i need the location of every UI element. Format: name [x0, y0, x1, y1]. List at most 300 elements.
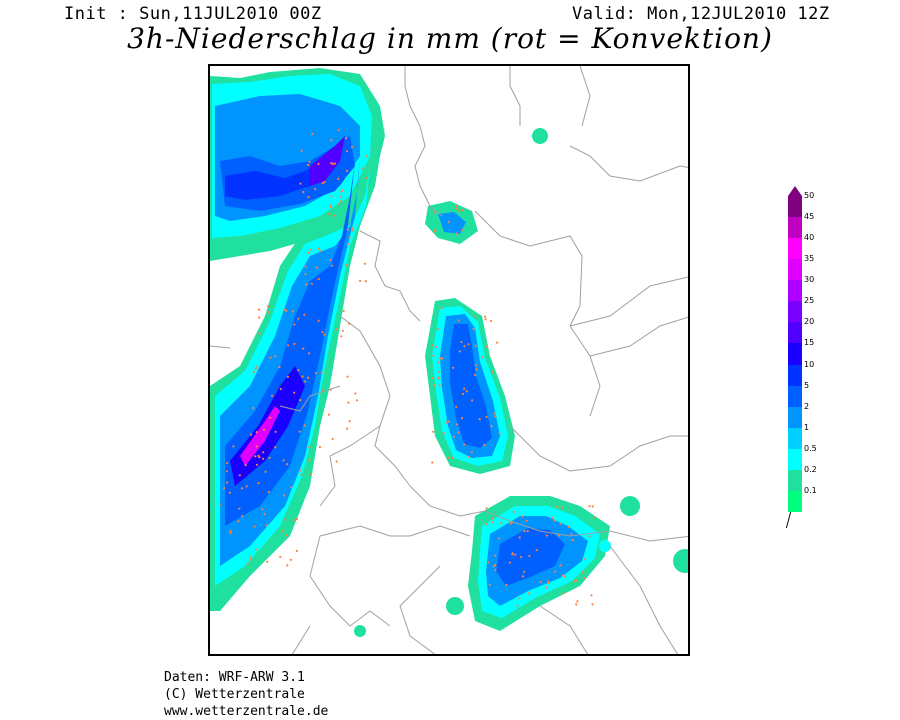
- convection-dot: [346, 428, 348, 430]
- convection-dot: [365, 280, 367, 282]
- convection-dot: [323, 334, 325, 336]
- map-title: 3h-Niederschlag in mm (rot = Konvektion): [127, 22, 773, 55]
- convection-dot: [562, 592, 564, 594]
- convection-dot: [588, 535, 590, 537]
- precip-cell: [446, 597, 464, 615]
- legend-level-label: 0.5: [804, 443, 817, 453]
- convection-dot: [229, 530, 231, 532]
- convection-dot: [438, 371, 440, 373]
- convection-dot: [348, 237, 350, 239]
- convection-dot: [482, 356, 484, 358]
- precip-cell: [620, 496, 640, 516]
- convection-dot: [255, 549, 257, 551]
- convection-dot: [440, 307, 442, 309]
- convection-dot: [453, 436, 455, 438]
- legend-level-label: 50: [804, 191, 815, 200]
- convection-dot: [296, 518, 298, 520]
- convection-dot: [263, 513, 265, 515]
- convection-dot: [356, 399, 358, 401]
- convection-dot: [297, 369, 299, 371]
- convection-dot: [261, 508, 263, 510]
- convection-dot: [463, 345, 465, 347]
- convection-dot: [463, 388, 465, 390]
- convection-dot: [285, 310, 287, 312]
- legend-level-label: 40: [804, 233, 815, 243]
- precipitation-map: [208, 64, 690, 656]
- convection-dot: [509, 562, 511, 564]
- convection-dot: [526, 520, 528, 522]
- convection-dot: [328, 213, 330, 215]
- convection-dot: [352, 229, 354, 231]
- border-line: [510, 66, 520, 126]
- convection-dot: [343, 310, 345, 312]
- border-line: [510, 426, 690, 471]
- convection-dot: [300, 473, 302, 475]
- convection-dot: [511, 553, 513, 555]
- convection-dot: [268, 311, 270, 313]
- convection-dot: [456, 205, 458, 207]
- convection-dot: [266, 561, 268, 563]
- convection-dot: [304, 380, 306, 382]
- convection-dot: [576, 600, 578, 602]
- convection-dot: [275, 431, 277, 433]
- convection-dot: [330, 139, 332, 141]
- legend-swatch: [788, 365, 802, 386]
- legend-level-label: 35: [804, 254, 815, 264]
- convection-dot: [435, 346, 437, 348]
- convection-dot: [559, 564, 561, 566]
- convection-dot: [334, 163, 336, 165]
- convection-dot: [258, 309, 260, 311]
- convection-dot: [263, 429, 265, 431]
- convection-dot: [301, 150, 303, 152]
- convection-dot: [551, 517, 553, 519]
- legend-swatch: [788, 217, 802, 238]
- convection-dot: [561, 506, 563, 508]
- convection-dot: [523, 571, 525, 573]
- legend-arrow-tip: [788, 186, 802, 196]
- convection-dot: [307, 377, 309, 379]
- border-line: [580, 66, 590, 126]
- convection-dot: [226, 462, 228, 464]
- convection-dot: [505, 584, 507, 586]
- border-line: [340, 316, 410, 486]
- border-line: [210, 346, 230, 348]
- convection-dot: [346, 170, 348, 172]
- convection-dot: [471, 451, 473, 453]
- convection-dot: [560, 523, 562, 525]
- convection-dot: [496, 342, 498, 344]
- convection-dot: [226, 482, 228, 484]
- convection-dot: [258, 482, 260, 484]
- legend-level-label: 1: [804, 422, 810, 432]
- convection-dot: [588, 505, 590, 507]
- convection-dot: [241, 515, 243, 517]
- convection-dot: [332, 438, 334, 440]
- convection-dot: [433, 211, 435, 213]
- convection-dot: [593, 516, 595, 518]
- convection-dot: [527, 530, 529, 532]
- legend-tail: [786, 512, 793, 528]
- convection-dot: [308, 161, 310, 163]
- legend-swatch: [788, 343, 802, 364]
- convection-dot: [492, 521, 494, 523]
- convection-dot: [305, 283, 307, 285]
- convection-dot: [452, 457, 454, 459]
- border-line: [400, 566, 440, 656]
- convection-dot: [483, 444, 485, 446]
- convection-dot: [461, 417, 463, 419]
- convection-dot: [324, 181, 326, 183]
- convection-dot: [345, 264, 347, 266]
- border-line: [540, 606, 590, 656]
- legend-swatch: [788, 428, 802, 449]
- legend-swatch: [788, 491, 802, 512]
- convection-dot: [302, 375, 304, 377]
- convection-dot: [308, 459, 310, 461]
- convection-dot: [258, 333, 260, 335]
- convection-dot: [285, 534, 287, 536]
- convection-dot: [293, 519, 295, 521]
- convection-dot: [254, 525, 256, 527]
- convection-dot: [468, 456, 470, 458]
- convection-dot: [458, 319, 460, 321]
- convection-dot: [303, 314, 305, 316]
- convection-dot: [448, 221, 450, 223]
- convection-dot: [452, 367, 454, 369]
- convection-dot: [286, 564, 288, 566]
- convection-dot: [439, 357, 441, 359]
- convection-dot: [466, 390, 468, 392]
- convection-dot: [458, 431, 460, 433]
- convection-dot: [250, 558, 252, 560]
- convection-dot: [250, 434, 252, 436]
- convection-dot: [223, 487, 225, 489]
- legend-swatch: [788, 407, 802, 428]
- convection-dot: [484, 316, 486, 318]
- convection-dot: [528, 592, 530, 594]
- convection-dot: [256, 365, 258, 367]
- convection-dot: [342, 330, 344, 332]
- convection-dot: [433, 384, 435, 386]
- convection-dot: [347, 243, 349, 245]
- convection-dot: [232, 445, 234, 447]
- convection-dot: [319, 446, 321, 448]
- convection-dot: [268, 491, 270, 493]
- convection-dot: [479, 418, 481, 420]
- precip-cell: [532, 128, 548, 144]
- legend-swatch: [788, 238, 802, 259]
- legend-level-label: 45: [804, 212, 815, 222]
- convection-dot: [431, 461, 433, 463]
- init-time-label: Init : Sun,11JUL2010 00Z: [64, 4, 322, 24]
- convection-dot: [337, 178, 339, 180]
- convection-dot: [318, 320, 320, 322]
- convection-dot: [299, 469, 301, 471]
- convection-dot: [308, 446, 310, 448]
- convection-dot: [258, 456, 260, 458]
- convection-dot: [460, 341, 462, 343]
- convection-dot: [307, 196, 309, 198]
- convection-dot: [475, 364, 477, 366]
- convection-dot: [269, 417, 271, 419]
- convection-dot: [546, 534, 548, 536]
- convection-dot: [246, 485, 248, 487]
- precip-cell: [599, 540, 611, 552]
- convection-dot: [305, 273, 307, 275]
- convection-dot: [475, 368, 477, 370]
- convection-dot: [309, 473, 311, 475]
- convection-dot: [366, 177, 368, 179]
- convection-dot: [445, 421, 447, 423]
- convection-dot: [474, 315, 476, 317]
- convection-dot: [362, 167, 364, 169]
- convection-dot: [296, 550, 298, 552]
- convection-dot: [318, 278, 320, 280]
- convection-dot: [461, 209, 463, 211]
- convection-dot: [315, 372, 317, 374]
- convection-dot: [229, 492, 231, 494]
- convection-dot: [520, 556, 522, 558]
- convection-dot: [338, 129, 340, 131]
- border-line: [320, 526, 470, 536]
- convection-dot: [467, 343, 469, 345]
- convection-dot: [493, 412, 495, 414]
- legend-level-label: 20: [804, 317, 815, 327]
- border-line: [290, 626, 310, 656]
- convection-dot: [437, 377, 439, 379]
- convection-dot: [592, 505, 594, 507]
- convection-dot: [431, 377, 433, 379]
- border-line: [610, 546, 680, 656]
- convection-dot: [514, 554, 516, 556]
- data-source-credit: Daten: WRF-ARW 3.1: [164, 670, 305, 685]
- legend-swatch: [788, 196, 802, 217]
- legend-level-label: 25: [804, 296, 815, 306]
- convection-dot: [318, 248, 320, 250]
- convection-dot: [314, 188, 316, 190]
- convection-dot: [249, 556, 251, 558]
- convection-dot: [584, 577, 586, 579]
- convection-dot: [283, 494, 285, 496]
- convection-dot: [493, 565, 495, 567]
- convection-dot: [448, 457, 450, 459]
- convection-dot: [226, 470, 228, 472]
- convection-dot: [443, 432, 445, 434]
- convection-dot: [524, 530, 526, 532]
- convection-dot: [581, 572, 583, 574]
- convection-dot: [485, 318, 487, 320]
- convection-dot: [521, 515, 523, 517]
- convection-dot: [486, 507, 488, 509]
- legend-level-label: 15: [804, 338, 815, 348]
- convection-dot: [333, 215, 335, 217]
- convection-dot: [286, 463, 288, 465]
- convection-dot: [237, 520, 239, 522]
- convection-dot: [487, 561, 489, 563]
- legend-swatch: [788, 449, 802, 470]
- convection-dot: [359, 280, 361, 282]
- legend-level-label: 0.2: [804, 464, 817, 474]
- convection-dot: [307, 164, 309, 166]
- legend-swatch: [788, 280, 802, 301]
- border-line: [320, 426, 380, 506]
- convection-dot: [498, 537, 500, 539]
- convection-dot: [287, 376, 289, 378]
- convection-dot: [340, 196, 342, 198]
- convection-dot: [299, 183, 301, 185]
- convection-dot: [491, 517, 493, 519]
- convection-dot: [490, 425, 492, 427]
- convection-dot: [347, 402, 349, 404]
- convection-dot: [290, 559, 292, 561]
- convection-dot: [219, 503, 221, 505]
- convection-dot: [311, 283, 313, 285]
- website-credit: www.wetterzentrale.de: [164, 704, 329, 719]
- convection-dot: [475, 345, 477, 347]
- legend-level-label: 30: [804, 275, 815, 285]
- convection-dot: [321, 331, 323, 333]
- convection-dot: [351, 227, 353, 229]
- convection-dot: [331, 265, 333, 267]
- convection-dot: [274, 446, 276, 448]
- convection-dot: [584, 558, 586, 560]
- convection-dot: [349, 420, 351, 422]
- convection-dot: [434, 229, 436, 231]
- convection-dot: [438, 384, 440, 386]
- border-line: [310, 536, 390, 626]
- convection-dot: [462, 393, 464, 395]
- legend-level-label: 0.1: [804, 485, 817, 495]
- convection-dot: [351, 146, 353, 148]
- convection-dot: [292, 310, 294, 312]
- convection-dot: [489, 584, 491, 586]
- convection-dot: [494, 569, 496, 571]
- convection-dot: [258, 317, 260, 319]
- convection-dot: [458, 210, 460, 212]
- convection-dot: [321, 371, 323, 373]
- convection-dot: [554, 520, 556, 522]
- convection-dot: [576, 580, 578, 582]
- legend-level-label: 10: [804, 359, 815, 369]
- convection-dot: [499, 433, 501, 435]
- legend-level-label: 2: [804, 401, 810, 411]
- convection-dot: [253, 371, 255, 373]
- convection-dot: [519, 536, 521, 538]
- convection-dot: [494, 564, 496, 566]
- convection-dot: [513, 511, 515, 513]
- convection-dot: [441, 358, 443, 360]
- convection-dot: [245, 464, 247, 466]
- convection-dot: [267, 305, 269, 307]
- convection-dot: [518, 597, 520, 599]
- convection-dot: [459, 350, 461, 352]
- convection-dot: [283, 459, 285, 461]
- convection-dot: [338, 203, 340, 205]
- convection-dot: [238, 508, 240, 510]
- legend-swatch: [788, 470, 802, 491]
- convection-dot: [432, 431, 434, 433]
- convection-dot: [486, 523, 488, 525]
- convection-dot: [590, 594, 592, 596]
- border-line: [590, 316, 690, 356]
- precipitation-areas: [210, 68, 690, 637]
- convection-dot: [256, 464, 258, 466]
- border-line: [360, 231, 420, 321]
- convection-dot: [345, 137, 347, 139]
- convection-dot: [494, 415, 496, 417]
- precip-cell: [673, 549, 690, 573]
- convection-dot: [461, 229, 463, 231]
- convection-dot: [304, 266, 306, 268]
- legend-swatch: [788, 386, 802, 407]
- convection-dot: [311, 133, 313, 135]
- convection-dot: [247, 562, 249, 564]
- convection-dot: [328, 414, 330, 416]
- precipitation-legend: [782, 186, 842, 536]
- convection-dot: [297, 318, 299, 320]
- convection-dot: [486, 346, 488, 348]
- convection-dot: [271, 395, 273, 397]
- convection-dot: [241, 487, 243, 489]
- convection-dot: [293, 323, 295, 325]
- convection-dot: [437, 361, 439, 363]
- convection-dot: [332, 163, 334, 165]
- convection-dot: [278, 366, 280, 368]
- convection-dot: [265, 471, 267, 473]
- convection-dot: [262, 451, 264, 453]
- convection-dot: [486, 416, 488, 418]
- legend-level-label: 5: [804, 380, 810, 390]
- convection-dot: [319, 250, 321, 252]
- convection-dot: [280, 388, 282, 390]
- convection-dot: [463, 443, 465, 445]
- convection-dot: [545, 586, 547, 588]
- convection-dot: [364, 263, 366, 265]
- convection-dot: [591, 603, 593, 605]
- legend-swatch: [788, 301, 802, 322]
- convection-dot: [528, 555, 530, 557]
- convection-dot: [494, 554, 496, 556]
- precip-cell: [354, 625, 366, 637]
- convection-dot: [340, 200, 342, 202]
- legend-swatch: [788, 322, 802, 343]
- convection-dot: [239, 474, 241, 476]
- convection-dot: [274, 355, 276, 357]
- convection-dot: [570, 533, 572, 535]
- convection-dot: [293, 392, 295, 394]
- convection-dot: [448, 421, 450, 423]
- convection-dot: [492, 371, 494, 373]
- convection-dot: [255, 368, 257, 370]
- convection-dot: [536, 549, 538, 551]
- convection-dot: [556, 506, 558, 508]
- convection-dot: [336, 460, 338, 462]
- convection-dot: [302, 348, 304, 350]
- convection-dot: [568, 526, 570, 528]
- border-line: [570, 276, 690, 326]
- convection-dot: [308, 252, 310, 254]
- convection-dot: [558, 535, 560, 537]
- convection-dot: [547, 580, 549, 582]
- convection-dot: [304, 424, 306, 426]
- convection-dot: [516, 605, 518, 607]
- convection-dot: [554, 570, 556, 572]
- convection-dot: [573, 580, 575, 582]
- convection-dot: [562, 574, 564, 576]
- convection-dot: [317, 163, 319, 165]
- convection-dot: [455, 406, 457, 408]
